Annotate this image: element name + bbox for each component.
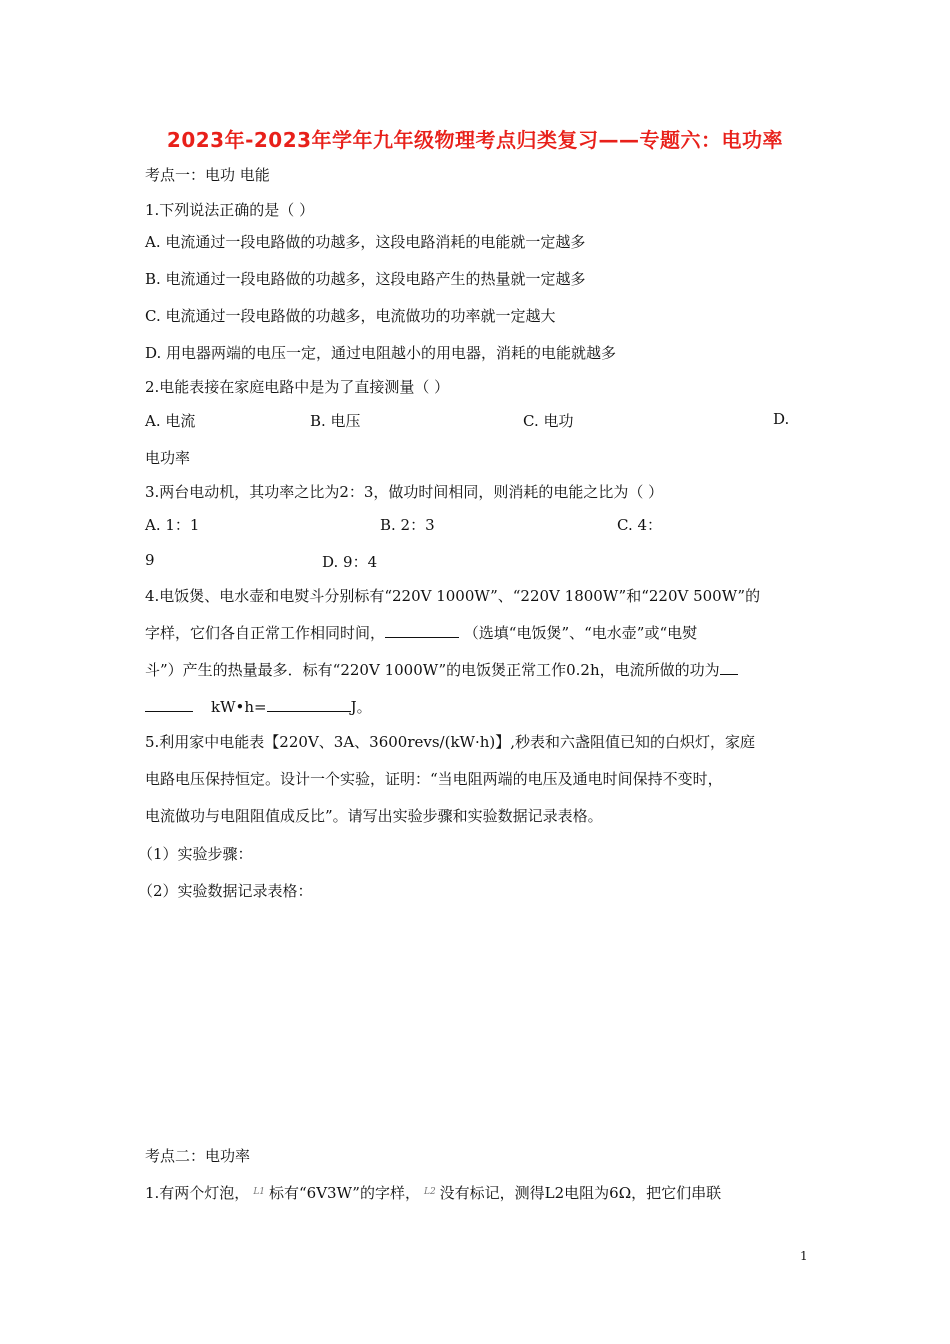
q3-option-b: B. 2：3	[380, 516, 435, 534]
s2-q1-line1	[145, 1182, 721, 1203]
q3-option-d: D. 9：4	[322, 553, 378, 571]
q4-line2-text-b: （选填“电饭煲”、“电水壶”或“电熨	[459, 624, 698, 642]
q2-option-d-text: 电功率	[145, 449, 191, 467]
page-title: 2023年-2023年学年九年级物理考点归类复习——专题六：电功率	[166, 128, 784, 152]
q4-line3	[145, 659, 738, 680]
q4-line4-text-b: J。	[350, 698, 372, 716]
section1-heading: 考点一：电功 电能	[145, 166, 270, 184]
answer-blank-3[interactable]	[267, 711, 351, 712]
q4-line4	[145, 696, 372, 717]
q3-option-c: C. 4：	[617, 516, 663, 534]
s2-q1-text-b: 标有“6V3W”的字样，	[269, 1184, 420, 1202]
q5-line3: 电流做功与电阻阻值成反比”。请写出实验步骤和实验数据记录表格。	[145, 807, 603, 825]
q4-line4-text-a: kW•h=	[211, 698, 267, 716]
q2-option-d: D.	[773, 410, 790, 428]
q4-line1: 4.电饭煲、电水壶和电熨斗分别标有“220V 1000W”、“220V 1800W”和“220V 500W”的	[145, 587, 761, 605]
q1-option-b: B. 电流通过一段电路做的功越多，这段电路产生的热量就一定越多	[145, 270, 586, 288]
q1-stem: 1.下列说法正确的是（ ）	[145, 201, 315, 219]
q4-line2-text-a: 字样，它们各自正常工作相同时间，	[145, 624, 386, 642]
q2-option-c: C. 电功	[523, 412, 574, 430]
section2-heading: 考点二：电功率	[145, 1147, 251, 1165]
q1-option-a: A. 电流通过一段电路做的功越多，这段电路消耗的电能就一定越多	[145, 233, 586, 251]
q3-option-a: A. 1：1	[145, 516, 200, 534]
answer-blank-2b[interactable]	[145, 711, 193, 712]
q5-step2: （2）实验数据记录表格：	[138, 882, 313, 900]
q1-option-d: D. 用电器两端的电压一定，通过电阻越小的用电器，消耗的电能就越多	[145, 344, 617, 362]
lamp-l2-icon: L2	[423, 1187, 436, 1197]
q2-option-b: B. 电压	[310, 412, 361, 430]
q4-line3-text: 斗”）产生的热量最多．标有“220V 1000W”的电饭煲正常工作0.2h，电流所做的功为	[145, 661, 720, 679]
answer-blank-2a[interactable]	[720, 674, 738, 675]
page-number: 1	[800, 1249, 808, 1263]
q2-option-a: A. 电流	[145, 412, 196, 430]
lamp-l1-icon: L1	[253, 1187, 266, 1197]
q3-stem: 3.两台电动机，其功率之比为2：3，做功时间相同，则消耗的电能之比为（ ）	[145, 483, 664, 501]
q5-line1: 5.利用家中电能表【220V、3A、3600revs/(kW·h)】,秒表和六盏阻值已知的白炽灯，家庭	[145, 733, 756, 751]
q2-stem: 2.电能表接在家庭电路中是为了直接测量（ ）	[145, 378, 450, 396]
q3-option-c-cont: 9	[145, 551, 155, 569]
answer-blank-1[interactable]	[385, 637, 459, 638]
q5-line2: 电路电压保持恒定。设计一个实验，证明：“当电阻两端的电压及通电时间保持不变时，	[145, 770, 723, 788]
s2-q1-text-c: 没有标记，测得L2电阻为6Ω，把它们串联	[439, 1184, 722, 1202]
q4-line2	[145, 622, 697, 643]
q1-option-c: C. 电流通过一段电路做的功越多，电流做功的功率就一定越大	[145, 307, 556, 325]
s2-q1-text-a: 1.有两个灯泡，	[145, 1184, 250, 1202]
q5-step1: （1）实验步骤：	[138, 845, 253, 863]
